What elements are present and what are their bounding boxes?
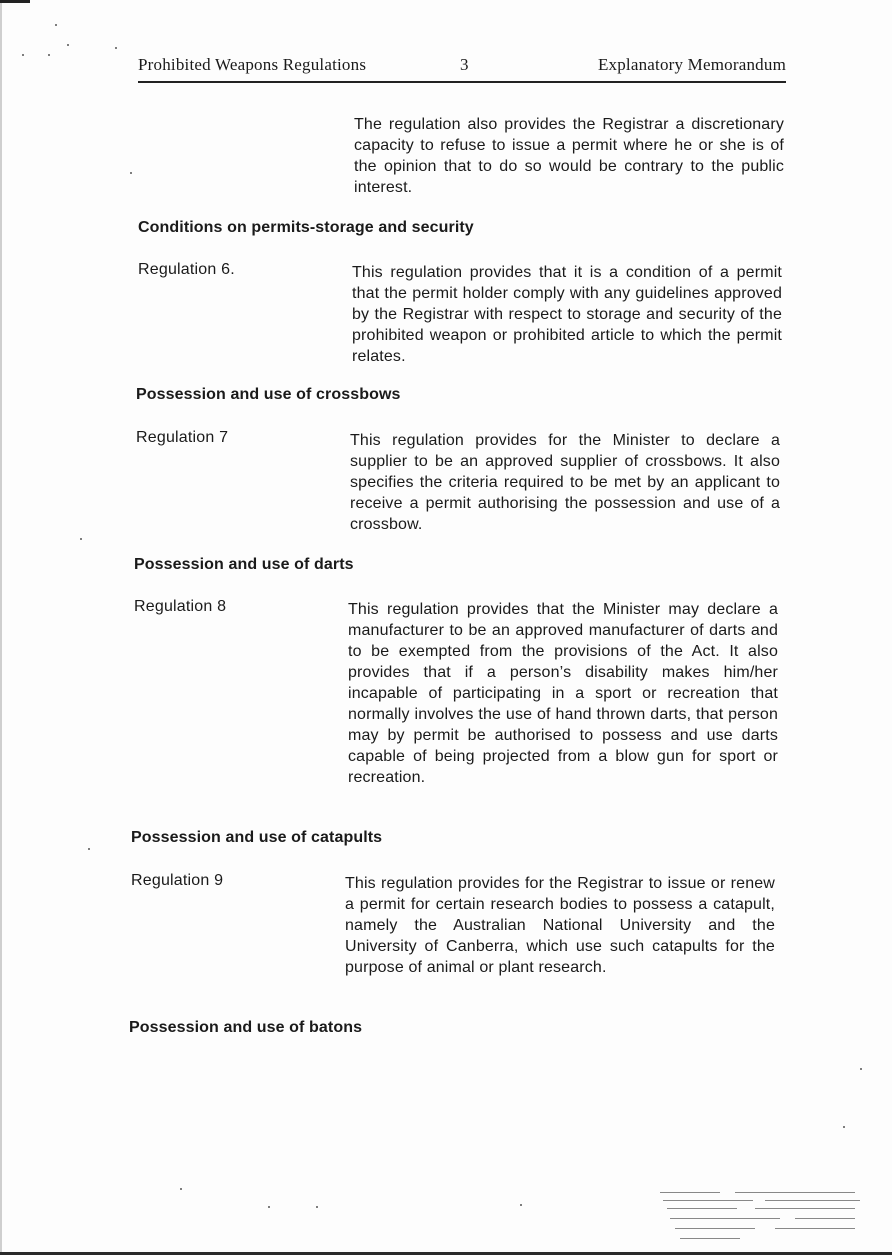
scan-edge-left: [0, 0, 2, 1255]
scan-speck: [180, 1188, 182, 1190]
regulation-9-text: This regulation provides for the Registrar to issue or renew a permit for certain research bodies to possess a catapult, namely the Australian National University and the University of Canberra, which use such catapults for the purpose of animal or plant research.: [345, 875, 775, 976]
scan-speck: [130, 172, 132, 174]
section-heading-batons: Possession and use of batons: [129, 1019, 363, 1036]
scan-speck: [520, 1204, 522, 1206]
section-heading-darts: Possession and use of darts: [134, 556, 354, 573]
scan-speck: [268, 1206, 270, 1208]
running-header: [138, 55, 786, 83]
scan-speck: [843, 1126, 845, 1128]
regulation-8-text: This regulation provides that the Minister may declare a manufacturer to be an approved manufacturer of darts and to be exempted from the provisions of the Act. It also provides that if a person’s disability makes him/her incapable of participating in a sport or recreation that normally involves the use of hand thrown darts, that person may by permit be authorised to possess and use darts capable of being projected from a blow gun for sport or recreation.: [348, 601, 778, 786]
scan-speck: [80, 538, 82, 540]
intro-paragraph: The regulation also provides the Registrar a discretionary capacity to refuse to issue a permit where he or she is of the opinion that to do so would be contrary to the public interest.: [354, 116, 784, 196]
scan-speck: [22, 54, 24, 56]
header-memo-label: Explanatory Memorandum: [597, 55, 786, 74]
regulation-label-8: Regulation 8: [134, 598, 227, 615]
scan-speck: [48, 54, 50, 56]
regulation-label-9: Regulation 9: [131, 872, 224, 889]
regulation-7-text: This regulation provides for the Minister to declare a supplier to be an approved supplier of crossbows. It also specifies the criteria required to be met by an applicant to receive a permit authorising the possession and use of a crossbow.: [350, 432, 780, 533]
section-heading-storage-security: Conditions on permits-storage and security: [138, 219, 474, 236]
section-heading-crossbows: Possession and use of crossbows: [136, 386, 401, 403]
scan-speck: [860, 1068, 862, 1070]
scan-speck: [316, 1206, 318, 1208]
regulation-6-text: This regulation provides that it is a condition of a permit that the permit holder comply with any guidelines approved by the Registrar with respect to storage and security of the prohibited weapon or prohibited article to which the permit relates.: [352, 264, 782, 365]
section-heading-catapults: Possession and use of catapults: [131, 829, 383, 846]
regulation-label-7: Regulation 7: [136, 429, 229, 446]
regulation-label-6: Regulation 6.: [138, 261, 235, 278]
scan-speck: [55, 24, 57, 26]
header-title: Prohibited Weapons Regulations: [138, 55, 367, 74]
scan-corner-mark: [0, 0, 30, 3]
scan-speck: [88, 848, 90, 850]
scan-footer-noise: [655, 1186, 865, 1246]
scan-speck: [67, 44, 69, 46]
scan-speck: [115, 47, 117, 49]
header-page-number: 3: [460, 55, 469, 74]
